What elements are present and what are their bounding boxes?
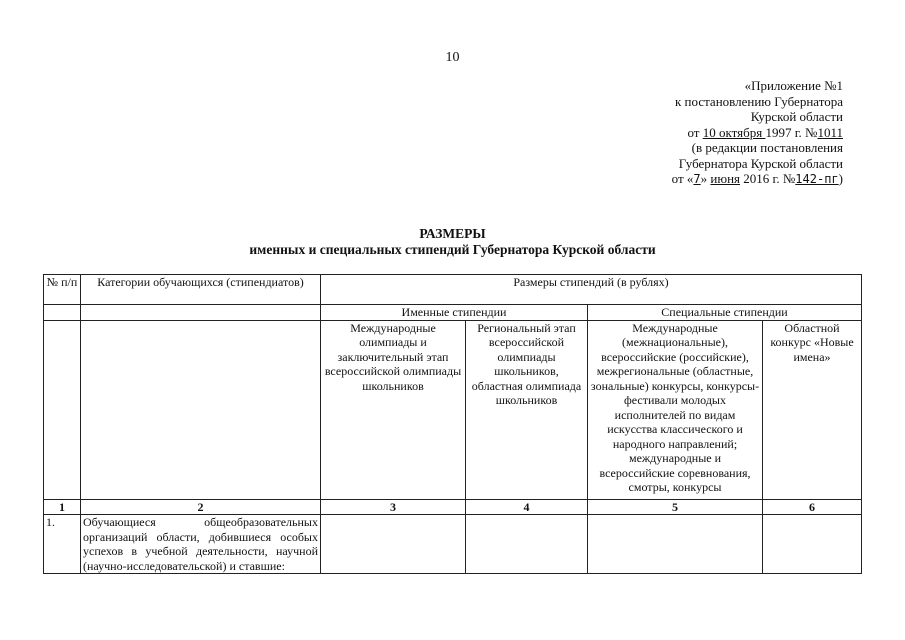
appendix-block bbox=[672, 78, 843, 188]
revision-sep: » bbox=[700, 171, 711, 186]
header-row-1 bbox=[44, 275, 862, 305]
row-category: Обучающиеся общеобразовательных организаций области, добившиеся особых успехов в учебной деятельности, научной (научно-исследовательской) и ставшие: bbox=[81, 515, 321, 574]
revision-month: июня bbox=[710, 171, 741, 186]
header-blank-category-2 bbox=[81, 320, 321, 499]
page-number: 10 bbox=[445, 50, 460, 65]
header-row-2 bbox=[44, 305, 862, 321]
column-number-2: 2 bbox=[81, 499, 321, 515]
revision-number: 142-пг bbox=[795, 172, 839, 186]
appendix-date: 10 октября bbox=[702, 124, 766, 140]
header-blank-num-2 bbox=[44, 320, 81, 499]
subheader-regional: Региональный этап всероссийской олимпиады школьников, областная олимпиада школьников bbox=[466, 320, 588, 499]
appendix-line-5: (в редакции постановления bbox=[691, 140, 843, 155]
row-value-6 bbox=[763, 515, 862, 574]
document-title bbox=[0, 226, 905, 258]
appendix-line-3: Курской области bbox=[750, 109, 843, 124]
revision-year: 2016 г. № bbox=[740, 171, 796, 186]
header-blank-num bbox=[44, 305, 81, 321]
appendix-line-6: Губернатора Курской области bbox=[678, 155, 843, 171]
column-number-3: 3 bbox=[321, 499, 466, 515]
appendix-date-prefix: от bbox=[687, 124, 703, 140]
header-category: Категории обучающихся (стипендиатов) bbox=[81, 275, 321, 305]
table-row bbox=[44, 515, 862, 574]
appendix-year: 1997 г. № bbox=[765, 124, 818, 140]
header-blank-category bbox=[81, 305, 321, 321]
row-value-4 bbox=[466, 515, 588, 574]
header-sizes: Размеры стипендий (в рублях) bbox=[321, 275, 862, 305]
appendix-line-4 bbox=[672, 125, 843, 141]
column-number-6: 6 bbox=[763, 499, 862, 515]
column-number-4: 4 bbox=[466, 499, 588, 515]
header-special: Специальные стипендии bbox=[588, 305, 862, 321]
row-value-5 bbox=[588, 515, 763, 574]
subheader-international: Международные олимпиады и заключительный этап всероссийской олимпиады школьников bbox=[321, 320, 466, 499]
appendix-line-7 bbox=[672, 171, 843, 188]
revision-date-prefix: от « bbox=[671, 171, 694, 186]
row-value-3 bbox=[321, 515, 466, 574]
header-row-3 bbox=[44, 320, 862, 499]
appendix-line-1: «Приложение №1 bbox=[744, 78, 843, 93]
header-named: Именные стипендии bbox=[321, 305, 588, 321]
title-line-2: именных и специальных стипендий Губернатора Курской области bbox=[249, 242, 656, 257]
column-number-5: 5 bbox=[588, 499, 763, 515]
column-number-1: 1 bbox=[44, 499, 81, 515]
revision-day: 7 bbox=[693, 172, 701, 186]
subheader-contests: Международные (межнациональные), всероссийские (российские), межрегиональные (областные, зональные) конкурсы, конкурсы-фестивали молодых исполнителей по видам искусства классического и народного направлений; международные и всероссийские соревнования, смотры, конкурсы bbox=[588, 320, 763, 499]
row-number: 1. bbox=[44, 515, 81, 574]
subheader-new-names: Областной конкурс «Новые имена» bbox=[763, 320, 862, 499]
title-line-1: РАЗМЕРЫ bbox=[419, 226, 486, 241]
revision-suffix: ) bbox=[838, 171, 843, 186]
column-numbers-row bbox=[44, 499, 862, 515]
appendix-line-2: к постановлению Губернатора bbox=[674, 93, 843, 109]
appendix-doc-number: 1011 bbox=[817, 124, 843, 140]
stipend-table bbox=[43, 274, 862, 574]
header-num: № п/п bbox=[44, 275, 81, 305]
